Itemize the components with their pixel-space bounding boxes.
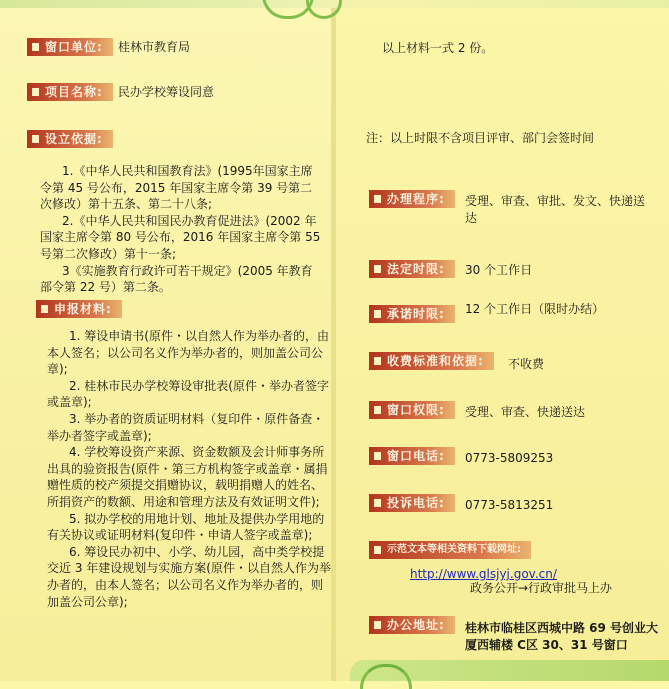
legal-limit-label: 法定时限:: [369, 260, 455, 278]
basis-item: 2.《中华人民共和国民办教育促进法》(2002 年国家主席令第 80 号公布，2016 年国家主席令第 55 号第二次修改）第十一条;: [40, 213, 321, 261]
time-limit-note: 注：以上时限不含项目评审、部门会签时间: [366, 131, 595, 145]
window-phone-value: 0773-5809253: [465, 451, 554, 465]
project-name-value: 民办学校筹设同意: [118, 85, 215, 99]
procedure-label: 办理程序:: [369, 190, 455, 208]
material-item: 2. 桂林市民办学校筹设审批表(原件・举办者签字或盖章);: [47, 378, 329, 410]
legal-limit-value: 30 个工作日: [465, 263, 533, 277]
office-address-label: 办公地址:: [369, 616, 455, 634]
window-authority-label: 窗口权限:: [369, 401, 455, 419]
promise-limit-label: 承诺时限:: [369, 305, 455, 323]
material-item: 6. 筹设民办初中、小学、幼儿园，高中类学校提交近 3 年建设规划与实施方案(原件・以自然人作为举办者的，由本人签名；以公司名义作为举办者的，则加盖公司公章);: [47, 544, 331, 609]
materials-label: 申报材料:: [36, 300, 122, 318]
basis-label: 设立依据:: [27, 130, 113, 148]
material-item: 3. 举办者的资质证明材料（复印件・原件备查・举办者签字或盖章);: [47, 411, 325, 443]
window-authority-value: 受理、审查、快递送达: [465, 405, 586, 419]
fee-value: 不收费: [508, 357, 545, 371]
promise-limit-value: 12 个工作日（限时办结）: [465, 302, 605, 316]
fee-label: 收费标准和依据:: [369, 352, 494, 370]
download-link[interactable]: http://www.glsjyj.gov.cn/: [410, 567, 557, 581]
basis-item: 1.《中华人民共和国教育法》(1995年国家主席令第 45 号公布，2015 年国家主席令第 39 号第二次修改）第十五条、第二十八条;: [40, 164, 313, 212]
download-label: 示范文本等相关资料下载网址:: [369, 541, 531, 559]
project-name-label: 项目名称:: [27, 83, 113, 101]
procedure-value: 受理、审查、审批、发文、快递送达: [465, 194, 646, 225]
complaint-phone-label: 投诉电话:: [369, 494, 455, 512]
material-item: 4. 学校筹设资产来源、资金数额及会计师事务所出具的验资报告(原件・第三方机构签字或盖章・属捐赠性质的校产须提交捐赠协议，载明捐赠人的姓名、所捐资产的数额、用途和管理方法及有效证明文件);: [47, 445, 328, 509]
copies-note: 以上材料一式 2 份。: [382, 41, 494, 55]
window-unit-label: 窗口单位:: [27, 38, 113, 56]
window-unit-value: 桂林市教育局: [118, 40, 191, 54]
materials-list: [47, 328, 332, 610]
office-address-value: 桂林市临桂区西城中路 69 号创业大厦西辅楼 C区 30、31 号窗口: [465, 621, 659, 652]
complaint-phone-value: 0773-5813251: [465, 498, 554, 512]
material-item: 1. 筹设申请书(原件・以自然人作为举办者的，由本人签名；以公司名义作为举办者的，则加盖公司公章);: [47, 329, 329, 377]
basis-item: 3《实施教育行政许可若干规定》(2005 年教育部令第 22 号）第二条。: [40, 263, 313, 295]
download-path: 政务公开→行政审批马上办: [470, 581, 613, 595]
basis-list: [40, 163, 322, 296]
material-item: 5. 拟办学校的用地计划、地址及提供办学用地的有关协议或证明材料(复印件・申请人签字或盖章);: [47, 511, 325, 543]
window-phone-label: 窗口电话:: [369, 447, 455, 465]
